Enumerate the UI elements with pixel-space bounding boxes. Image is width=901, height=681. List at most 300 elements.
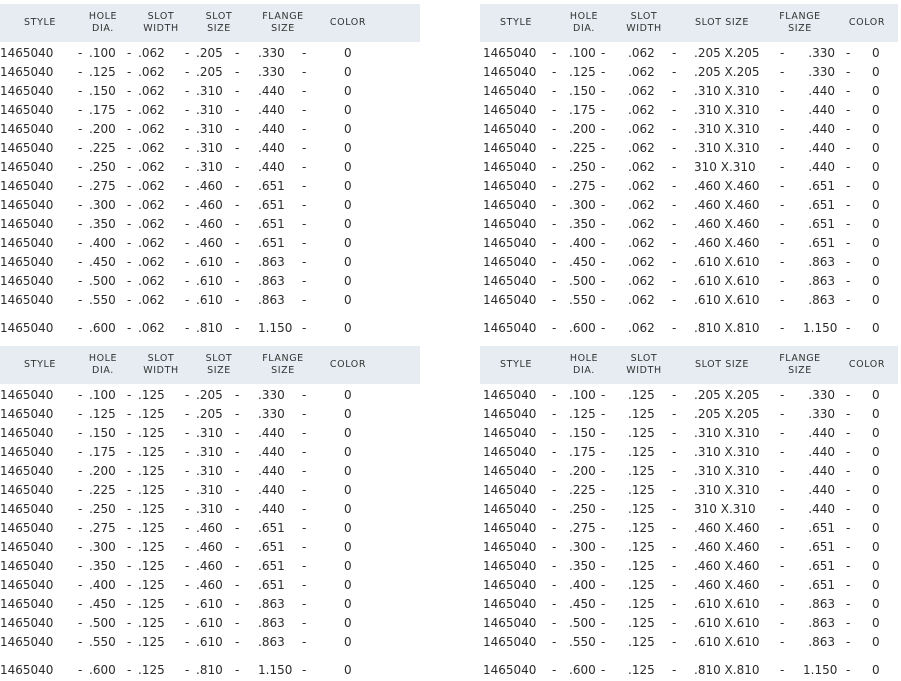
separator: - bbox=[672, 255, 677, 269]
separator: - bbox=[235, 616, 240, 630]
table-row bbox=[480, 481, 900, 500]
flange-size-cell: .863 bbox=[808, 293, 835, 307]
separator: - bbox=[127, 521, 132, 535]
separator: - bbox=[780, 464, 785, 478]
table-row bbox=[480, 576, 900, 595]
separator: - bbox=[185, 122, 190, 136]
slot-size-cell: .205 X.205 bbox=[694, 388, 760, 402]
hole-dia-cell: .350 bbox=[89, 559, 116, 573]
slot-size-cell: .205 X.205 bbox=[694, 46, 760, 60]
slot-size-cell: .610 X.610 bbox=[694, 255, 760, 269]
separator: - bbox=[235, 483, 240, 497]
separator: - bbox=[127, 84, 132, 98]
separator: - bbox=[672, 236, 677, 250]
flange-size-cell: .440 bbox=[258, 122, 285, 136]
table-row bbox=[0, 405, 420, 424]
color-cell: 0 bbox=[872, 179, 880, 193]
slot-width-cell: .062 bbox=[138, 255, 165, 269]
flange-size-cell: .440 bbox=[808, 426, 835, 440]
separator: - bbox=[78, 502, 83, 516]
slot-size-cell: .460 X.460 bbox=[694, 578, 760, 592]
separator: - bbox=[672, 616, 677, 630]
table-row bbox=[480, 557, 900, 576]
separator: - bbox=[601, 483, 606, 497]
slot-size-cell: .460 bbox=[196, 559, 223, 573]
hole-dia-cell: .350 bbox=[569, 559, 596, 573]
style-cell: 1465040 bbox=[483, 521, 537, 535]
separator: - bbox=[672, 160, 677, 174]
flange-size-cell: .330 bbox=[258, 388, 285, 402]
separator: - bbox=[846, 502, 851, 516]
separator: - bbox=[601, 407, 606, 421]
slot-width-cell: .062 bbox=[628, 274, 655, 288]
table-row bbox=[480, 500, 900, 519]
table-row bbox=[0, 557, 420, 576]
separator: - bbox=[552, 559, 557, 573]
flange-size-cell: .440 bbox=[258, 84, 285, 98]
hole-dia-cell: .450 bbox=[89, 255, 116, 269]
table-row bbox=[480, 120, 900, 139]
hole-dia-cell: .100 bbox=[89, 388, 116, 402]
style-cell: 1465040 bbox=[483, 321, 537, 335]
hole-dia-cell: .175 bbox=[89, 445, 116, 459]
style-cell: 1465040 bbox=[483, 179, 537, 193]
table-row bbox=[0, 386, 420, 405]
separator: - bbox=[672, 293, 677, 307]
separator: - bbox=[235, 521, 240, 535]
separator: - bbox=[302, 388, 307, 402]
table-row bbox=[480, 215, 900, 234]
separator: - bbox=[601, 445, 606, 459]
color-cell: 0 bbox=[872, 597, 880, 611]
hole-dia-cell: .500 bbox=[569, 616, 596, 630]
flange-size-cell: .863 bbox=[258, 293, 285, 307]
separator: - bbox=[185, 540, 190, 554]
flange-size-cell: .330 bbox=[808, 46, 835, 60]
separator: - bbox=[672, 388, 677, 402]
separator: - bbox=[601, 179, 606, 193]
separator: - bbox=[185, 616, 190, 630]
flange-size-cell: .863 bbox=[808, 255, 835, 269]
table-row bbox=[0, 661, 420, 680]
style-cell: 1465040 bbox=[483, 46, 537, 60]
separator: - bbox=[302, 616, 307, 630]
hole-dia-cell: .450 bbox=[89, 597, 116, 611]
slot-size-cell: .310 X.310 bbox=[694, 141, 760, 155]
separator: - bbox=[78, 540, 83, 554]
separator: - bbox=[846, 407, 851, 421]
style-cell: 1465040 bbox=[0, 464, 54, 478]
hole-dia-cell: .100 bbox=[569, 46, 596, 60]
flange-size-cell: .651 bbox=[808, 217, 835, 231]
style-cell: 1465040 bbox=[0, 141, 54, 155]
slot-width-cell: .125 bbox=[138, 502, 165, 516]
table-row bbox=[0, 319, 420, 338]
color-cell: 0 bbox=[872, 445, 880, 459]
separator: - bbox=[601, 122, 606, 136]
separator: - bbox=[78, 559, 83, 573]
color-cell: 0 bbox=[344, 483, 352, 497]
color-cell: 0 bbox=[344, 217, 352, 231]
separator: - bbox=[846, 46, 851, 60]
separator: - bbox=[672, 483, 677, 497]
separator: - bbox=[235, 635, 240, 649]
separator: - bbox=[672, 578, 677, 592]
slot-width-cell: .125 bbox=[628, 407, 655, 421]
separator: - bbox=[846, 540, 851, 554]
separator: - bbox=[780, 321, 785, 335]
separator: - bbox=[846, 141, 851, 155]
color-cell: 0 bbox=[344, 141, 352, 155]
separator: - bbox=[78, 122, 83, 136]
table-row bbox=[480, 101, 900, 120]
slot-width-cell: .062 bbox=[138, 198, 165, 212]
separator: - bbox=[672, 141, 677, 155]
hole-dia-cell: .250 bbox=[569, 160, 596, 174]
separator: - bbox=[552, 198, 557, 212]
table-row bbox=[0, 519, 420, 538]
separator: - bbox=[235, 464, 240, 478]
hole-dia-header: HOLE DIA. bbox=[88, 11, 118, 34]
color-cell: 0 bbox=[872, 559, 880, 573]
color-cell: 0 bbox=[344, 274, 352, 288]
separator: - bbox=[235, 103, 240, 117]
color-cell: 0 bbox=[872, 198, 880, 212]
separator: - bbox=[552, 445, 557, 459]
separator: - bbox=[780, 160, 785, 174]
slot-width-header: SLOT WIDTH bbox=[626, 353, 662, 376]
separator: - bbox=[185, 141, 190, 155]
table-row bbox=[0, 576, 420, 595]
slot-size-cell: .610 X.610 bbox=[694, 597, 760, 611]
separator: - bbox=[672, 198, 677, 212]
table-row bbox=[0, 101, 420, 120]
separator: - bbox=[552, 388, 557, 402]
separator: - bbox=[780, 483, 785, 497]
hole-dia-cell: .600 bbox=[89, 321, 116, 335]
flange-size-header: FLANGE SIZE bbox=[262, 11, 304, 34]
separator: - bbox=[235, 540, 240, 554]
flange-size-cell: .330 bbox=[808, 65, 835, 79]
color-cell: 0 bbox=[344, 445, 352, 459]
separator: - bbox=[127, 217, 132, 231]
separator: - bbox=[601, 464, 606, 478]
separator: - bbox=[302, 293, 307, 307]
separator: - bbox=[672, 663, 677, 677]
separator: - bbox=[601, 321, 606, 335]
hole-dia-cell: .150 bbox=[569, 426, 596, 440]
color-cell: 0 bbox=[344, 635, 352, 649]
separator: - bbox=[302, 502, 307, 516]
separator: - bbox=[552, 521, 557, 535]
separator: - bbox=[672, 179, 677, 193]
separator: - bbox=[302, 663, 307, 677]
color-cell: 0 bbox=[872, 426, 880, 440]
hole-dia-cell: .275 bbox=[89, 521, 116, 535]
separator: - bbox=[127, 103, 132, 117]
style-cell: 1465040 bbox=[0, 635, 54, 649]
flange-size-cell: .651 bbox=[808, 179, 835, 193]
separator: - bbox=[780, 407, 785, 421]
style-cell: 1465040 bbox=[0, 255, 54, 269]
slot-size-cell: .460 bbox=[196, 540, 223, 554]
separator: - bbox=[127, 236, 132, 250]
separator: - bbox=[127, 141, 132, 155]
flange-size-cell: .440 bbox=[808, 103, 835, 117]
flange-size-cell: .440 bbox=[808, 464, 835, 478]
table-row bbox=[480, 63, 900, 82]
slot-width-cell: .062 bbox=[628, 321, 655, 335]
separator: - bbox=[672, 122, 677, 136]
color-cell: 0 bbox=[872, 122, 880, 136]
table-row bbox=[0, 63, 420, 82]
slot-width-cell: .062 bbox=[628, 293, 655, 307]
color-cell: 0 bbox=[872, 388, 880, 402]
separator: - bbox=[552, 160, 557, 174]
separator: - bbox=[780, 559, 785, 573]
slot-width-cell: .062 bbox=[628, 217, 655, 231]
separator: - bbox=[185, 559, 190, 573]
flange-size-cell: .863 bbox=[808, 274, 835, 288]
separator: - bbox=[78, 445, 83, 459]
separator: - bbox=[235, 388, 240, 402]
separator: - bbox=[780, 46, 785, 60]
table-row bbox=[480, 44, 900, 63]
separator: - bbox=[78, 274, 83, 288]
separator: - bbox=[601, 65, 606, 79]
separator: - bbox=[235, 255, 240, 269]
separator: - bbox=[235, 663, 240, 677]
style-cell: 1465040 bbox=[483, 274, 537, 288]
separator: - bbox=[127, 483, 132, 497]
color-cell: 0 bbox=[872, 217, 880, 231]
slot-width-cell: .125 bbox=[138, 663, 165, 677]
table-row bbox=[480, 443, 900, 462]
separator: - bbox=[78, 141, 83, 155]
separator: - bbox=[185, 160, 190, 174]
separator: - bbox=[601, 103, 606, 117]
separator: - bbox=[185, 597, 190, 611]
slot-width-cell: .062 bbox=[138, 84, 165, 98]
slot-size-cell: .610 bbox=[196, 293, 223, 307]
separator: - bbox=[185, 407, 190, 421]
style-cell: 1465040 bbox=[483, 65, 537, 79]
style-cell: 1465040 bbox=[483, 388, 537, 402]
separator: - bbox=[78, 483, 83, 497]
separator: - bbox=[846, 663, 851, 677]
slot-width-cell: .062 bbox=[138, 321, 165, 335]
separator: - bbox=[78, 236, 83, 250]
separator: - bbox=[78, 321, 83, 335]
flange-size-cell: .330 bbox=[258, 407, 285, 421]
separator: - bbox=[185, 483, 190, 497]
separator: - bbox=[302, 635, 307, 649]
separator: - bbox=[672, 464, 677, 478]
table-row bbox=[480, 158, 900, 177]
flange-size-cell: .863 bbox=[258, 255, 285, 269]
style-cell: 1465040 bbox=[483, 502, 537, 516]
table-row bbox=[0, 177, 420, 196]
separator: - bbox=[672, 321, 677, 335]
separator: - bbox=[127, 321, 132, 335]
table-row bbox=[0, 82, 420, 101]
slot-size-cell: .610 bbox=[196, 635, 223, 649]
slot-size-cell: .310 bbox=[196, 464, 223, 478]
hole-dia-cell: .225 bbox=[569, 483, 596, 497]
slot-width-cell: .125 bbox=[138, 540, 165, 554]
slot-size-cell: .460 bbox=[196, 217, 223, 231]
style-cell: 1465040 bbox=[483, 540, 537, 554]
color-header: COLOR bbox=[848, 359, 886, 370]
separator: - bbox=[235, 179, 240, 193]
separator: - bbox=[846, 84, 851, 98]
hole-dia-cell: .500 bbox=[89, 274, 116, 288]
slot-size-cell: .610 bbox=[196, 255, 223, 269]
hole-dia-cell: .600 bbox=[569, 321, 596, 335]
table-row bbox=[480, 82, 900, 101]
separator: - bbox=[846, 217, 851, 231]
slot-width-cell: .062 bbox=[138, 293, 165, 307]
table-row bbox=[480, 614, 900, 633]
slot-width-cell: .125 bbox=[138, 483, 165, 497]
separator: - bbox=[672, 426, 677, 440]
slot-size-cell: .610 X.610 bbox=[694, 616, 760, 630]
style-cell: 1465040 bbox=[0, 236, 54, 250]
separator: - bbox=[302, 84, 307, 98]
style-cell: 1465040 bbox=[483, 407, 537, 421]
separator: - bbox=[78, 255, 83, 269]
table-row bbox=[0, 424, 420, 443]
separator: - bbox=[552, 236, 557, 250]
separator: - bbox=[78, 578, 83, 592]
separator: - bbox=[78, 388, 83, 402]
color-cell: 0 bbox=[344, 559, 352, 573]
hole-dia-cell: .450 bbox=[569, 255, 596, 269]
separator: - bbox=[78, 160, 83, 174]
separator: - bbox=[601, 217, 606, 231]
slot-size-cell: .310 bbox=[196, 141, 223, 155]
separator: - bbox=[601, 578, 606, 592]
separator: - bbox=[302, 255, 307, 269]
separator: - bbox=[672, 407, 677, 421]
slot-size-cell: .310 bbox=[196, 160, 223, 174]
hole-dia-cell: .600 bbox=[569, 663, 596, 677]
separator: - bbox=[780, 141, 785, 155]
color-cell: 0 bbox=[344, 103, 352, 117]
separator: - bbox=[552, 217, 557, 231]
hole-dia-cell: .550 bbox=[89, 635, 116, 649]
slot-width-cell: .062 bbox=[138, 274, 165, 288]
color-cell: 0 bbox=[344, 236, 352, 250]
separator: - bbox=[552, 103, 557, 117]
color-cell: 0 bbox=[872, 103, 880, 117]
separator: - bbox=[552, 635, 557, 649]
hole-dia-cell: .400 bbox=[89, 236, 116, 250]
table-row bbox=[480, 196, 900, 215]
separator: - bbox=[552, 84, 557, 98]
hole-dia-cell: .550 bbox=[89, 293, 116, 307]
separator: - bbox=[127, 663, 132, 677]
color-cell: 0 bbox=[344, 464, 352, 478]
hole-dia-cell: .125 bbox=[89, 65, 116, 79]
hole-dia-cell: .125 bbox=[569, 407, 596, 421]
style-cell: 1465040 bbox=[0, 293, 54, 307]
style-cell: 1465040 bbox=[483, 141, 537, 155]
table-row bbox=[480, 234, 900, 253]
separator: - bbox=[552, 122, 557, 136]
separator: - bbox=[78, 616, 83, 630]
separator: - bbox=[780, 217, 785, 231]
slot-width-cell: .125 bbox=[138, 407, 165, 421]
slot-size-cell: .205 X.205 bbox=[694, 65, 760, 79]
separator: - bbox=[78, 407, 83, 421]
slot-size-cell: .205 bbox=[196, 407, 223, 421]
flange-size-cell: .863 bbox=[808, 616, 835, 630]
hole-dia-cell: .550 bbox=[569, 293, 596, 307]
slot-size-cell: .310 bbox=[196, 84, 223, 98]
table-header bbox=[0, 346, 420, 384]
separator: - bbox=[302, 445, 307, 459]
style-cell: 1465040 bbox=[0, 663, 54, 677]
separator: - bbox=[780, 635, 785, 649]
separator: - bbox=[672, 84, 677, 98]
style-header: STYLE bbox=[24, 359, 56, 370]
separator: - bbox=[235, 559, 240, 573]
style-cell: 1465040 bbox=[0, 426, 54, 440]
separator: - bbox=[846, 255, 851, 269]
separator: - bbox=[127, 388, 132, 402]
separator: - bbox=[127, 179, 132, 193]
color-cell: 0 bbox=[344, 198, 352, 212]
separator: - bbox=[780, 597, 785, 611]
color-cell: 0 bbox=[344, 179, 352, 193]
flange-size-cell: .440 bbox=[808, 84, 835, 98]
color-cell: 0 bbox=[872, 616, 880, 630]
separator: - bbox=[302, 122, 307, 136]
separator: - bbox=[235, 46, 240, 60]
style-cell: 1465040 bbox=[0, 46, 54, 60]
style-cell: 1465040 bbox=[483, 578, 537, 592]
style-cell: 1465040 bbox=[483, 663, 537, 677]
separator: - bbox=[601, 521, 606, 535]
slot-width-cell: .125 bbox=[628, 426, 655, 440]
hole-dia-cell: .125 bbox=[89, 407, 116, 421]
flange-size-cell: .651 bbox=[258, 540, 285, 554]
separator: - bbox=[302, 540, 307, 554]
hole-dia-cell: .200 bbox=[569, 464, 596, 478]
style-cell: 1465040 bbox=[0, 540, 54, 554]
separator: - bbox=[78, 635, 83, 649]
flange-size-cell: .863 bbox=[808, 597, 835, 611]
slot-width-header: SLOT WIDTH bbox=[143, 353, 179, 376]
separator: - bbox=[601, 160, 606, 174]
separator: - bbox=[846, 635, 851, 649]
flange-size-cell: .330 bbox=[808, 407, 835, 421]
separator: - bbox=[846, 160, 851, 174]
slot-size-cell: .310 bbox=[196, 502, 223, 516]
separator: - bbox=[672, 559, 677, 573]
separator: - bbox=[235, 445, 240, 459]
slot-width-cell: .125 bbox=[138, 597, 165, 611]
separator: - bbox=[235, 198, 240, 212]
color-cell: 0 bbox=[872, 521, 880, 535]
slot-size-cell: .310 X.310 bbox=[694, 122, 760, 136]
hole-dia-cell: .100 bbox=[89, 46, 116, 60]
slot-width-cell: .062 bbox=[628, 65, 655, 79]
separator: - bbox=[780, 663, 785, 677]
slot-width-cell: .125 bbox=[628, 483, 655, 497]
slot-size-cell: .460 bbox=[196, 198, 223, 212]
